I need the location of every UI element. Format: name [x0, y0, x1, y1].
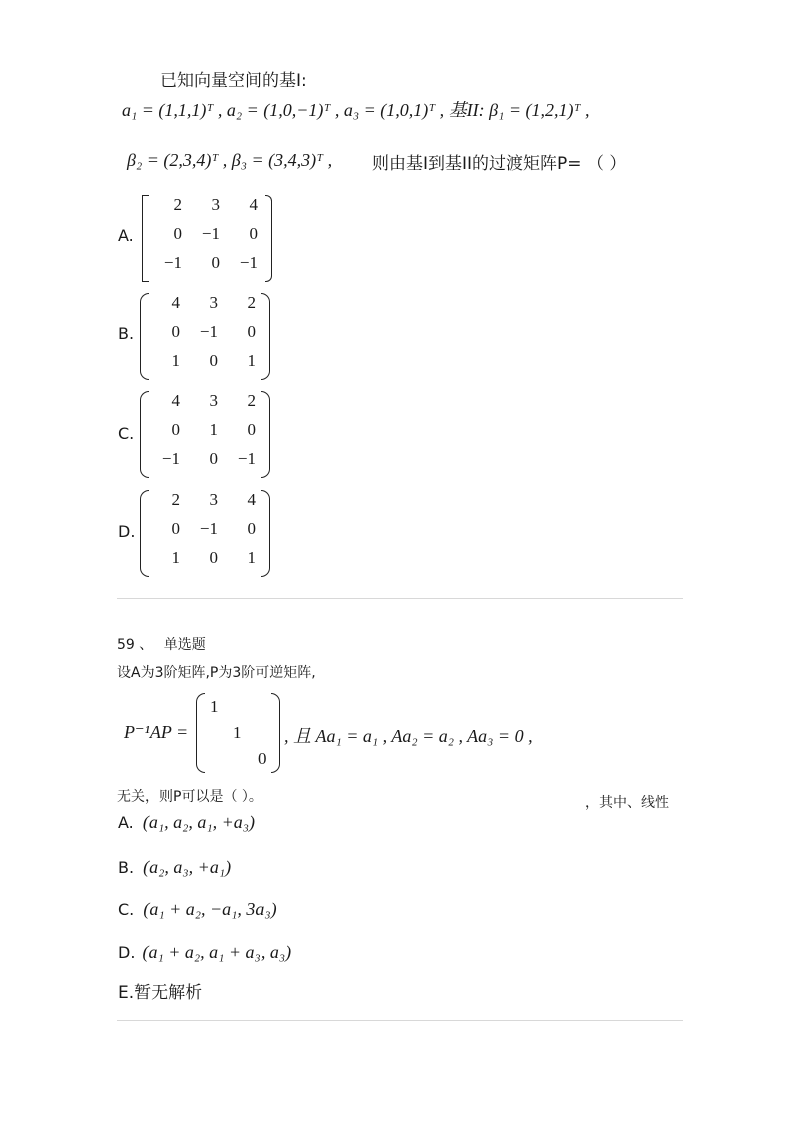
matrix-cell: 4	[249, 195, 258, 214]
q59-option-e[interactable]	[118, 978, 202, 1003]
matrix-cell: −1	[201, 224, 220, 243]
matrix-cell: 3	[209, 391, 218, 410]
matrix-cell: 2	[247, 391, 256, 410]
option-expression: (a₂, a₃, +a₁)	[143, 857, 232, 877]
matrix-cell: 4	[171, 391, 180, 410]
matrix-cell: 2	[247, 293, 256, 312]
q59-number: 59 、	[117, 637, 154, 653]
option-expression: (a₁ + a₂, a₁ + a₃, a₃)	[142, 942, 292, 962]
q59-option-b[interactable]	[118, 857, 231, 878]
matrix-cell: 1	[209, 420, 218, 439]
divider	[117, 598, 683, 599]
q59-option-d[interactable]	[118, 942, 291, 963]
option-expression: (a₁, a₂, a₁, +a₃)	[142, 812, 256, 832]
matrix-cell: 0	[211, 253, 220, 272]
matrix-cell: 0	[209, 548, 218, 567]
q59-tail-left: 无关，则P可以是（ ）。	[117, 789, 263, 805]
matrix-cell: −1	[237, 449, 256, 468]
matrix-cell: 0	[171, 322, 180, 341]
option-label: E.	[118, 983, 135, 1003]
matrix-cell: −1	[199, 519, 218, 538]
q58-question-text: 则由基I到基II的过渡矩阵P= （ ）	[372, 154, 627, 174]
q59-diagonal-matrix	[196, 693, 280, 773]
q58-option-d-matrix[interactable]	[140, 490, 270, 577]
matrix-cell: 4	[247, 490, 256, 509]
matrix-cell: 4	[171, 293, 180, 312]
option-expression: (a₁ + a₂, −a₁, 3a₃)	[143, 899, 277, 919]
matrix-cell: 1	[171, 548, 180, 567]
matrix-cell: 0	[171, 420, 180, 439]
q59-equation-lhs: P⁻¹AP =	[124, 722, 189, 742]
matrix-cell: 0	[247, 322, 256, 341]
matrix-cell: 0	[173, 224, 182, 243]
matrix-cell: 1	[233, 723, 242, 742]
q58-option-a-matrix[interactable]	[142, 195, 272, 282]
option-label: B.	[118, 858, 135, 877]
q59-tail-right: ，其中、线性	[585, 795, 669, 811]
matrix-cell: −1	[163, 253, 182, 272]
q58-option-b-label[interactable]: B.	[118, 324, 135, 343]
divider	[117, 1020, 683, 1021]
option-label: A.	[118, 813, 134, 832]
matrix-cell: 0	[171, 519, 180, 538]
option-expression: 暂无解析	[134, 983, 203, 1003]
q58-basis-line-2: β₂ = (2,3,4)ᵀ , β₃ = (3,4,3)ᵀ ,	[127, 150, 333, 170]
matrix-cell: −1	[161, 449, 180, 468]
matrix-cell: 3	[209, 490, 218, 509]
q58-option-d-label[interactable]: D.	[118, 522, 136, 541]
matrix-cell: 1	[210, 697, 219, 716]
matrix-cell: 0	[209, 351, 218, 370]
matrix-cell: −1	[199, 322, 218, 341]
q58-option-a-label[interactable]: A.	[118, 226, 134, 245]
matrix-cell: 1	[247, 351, 256, 370]
option-label: C.	[118, 900, 135, 919]
matrix-cell: 1	[171, 351, 180, 370]
q59-header	[117, 634, 206, 654]
option-label: D.	[118, 943, 136, 962]
matrix-cell: 0	[249, 224, 258, 243]
matrix-cell: 0	[209, 449, 218, 468]
q58-option-c-matrix[interactable]	[140, 391, 270, 478]
matrix-cell: 0	[247, 519, 256, 538]
q59-equation-rest: , 且 Aa₁ = a₁ , Aa₂ = a₂ , Aa₃ = 0 ,	[284, 726, 533, 746]
matrix-cell: 0	[247, 420, 256, 439]
matrix-cell: 3	[211, 195, 220, 214]
q59-type: 单选题	[163, 637, 206, 653]
matrix-cell: 2	[173, 195, 182, 214]
q58-option-c-label[interactable]: C.	[118, 424, 135, 443]
q59-option-a[interactable]	[118, 812, 255, 833]
matrix-cell: −1	[239, 253, 258, 272]
q58-intro: 已知向量空间的基I:	[160, 71, 307, 91]
q58-option-b-matrix[interactable]	[140, 293, 270, 380]
q59-stem: 设A为3阶矩阵,P为3阶可逆矩阵,	[117, 665, 316, 681]
matrix-cell: 0	[258, 749, 267, 768]
q59-option-c[interactable]	[118, 899, 277, 920]
q58-basis-line-1: a₁ = (1,1,1)ᵀ , a₂ = (1,0,−1)ᵀ , a₃ = (1,0,1)ᵀ , 基II: β₁ = (1,2,1)ᵀ ,	[122, 100, 590, 120]
matrix-cell: 2	[171, 490, 180, 509]
matrix-cell: 1	[247, 548, 256, 567]
matrix-cell: 3	[209, 293, 218, 312]
